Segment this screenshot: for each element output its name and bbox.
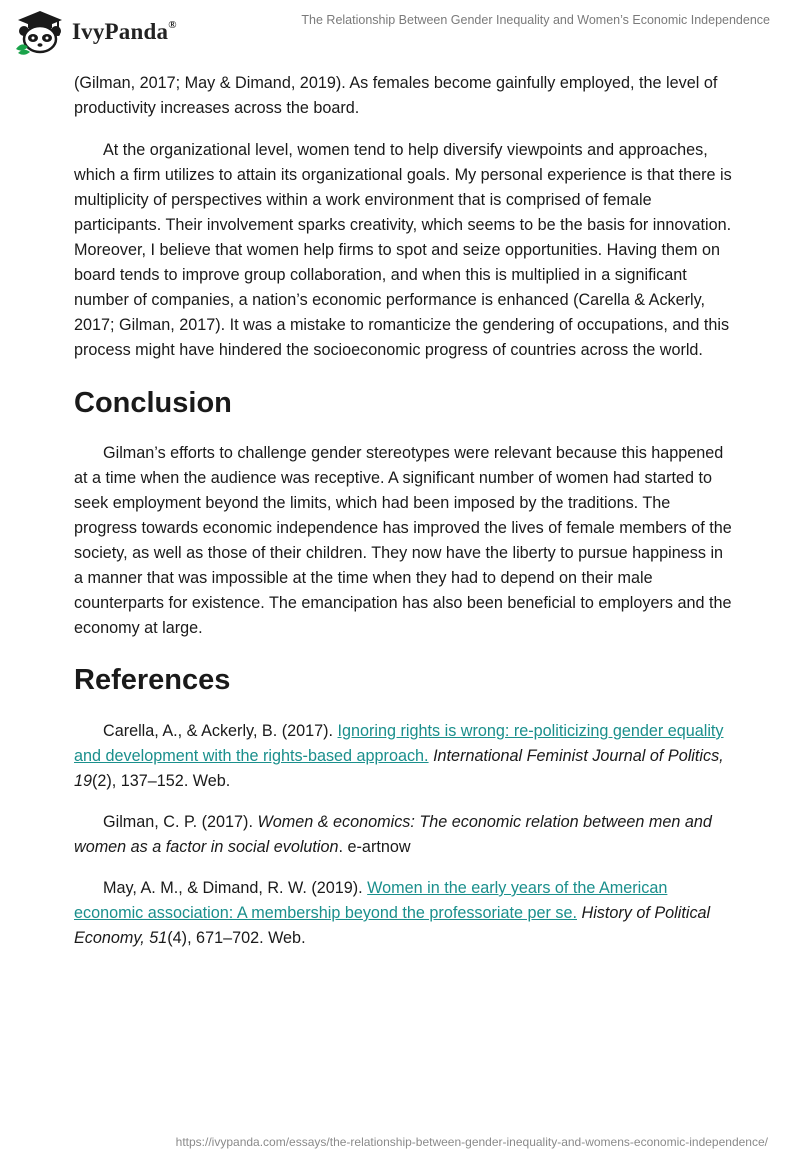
references-heading: References	[74, 664, 231, 696]
ivypanda-logo[interactable]	[14, 7, 177, 57]
panda-graduate-icon	[14, 9, 66, 55]
reference-item: Carella, A., & Ackerly, B. (2017). Ignoring rights is wrong: re-politicizing gender equality and development with the rights-based approach. International Feminist Journal of Politics, 19(2), 137–152. Web.	[74, 722, 724, 790]
reference-item: Gilman, C. P. (2017). Women & economics: The economic relation between men and women as a factor in social evolution. e-artnow	[74, 813, 712, 856]
conclusion-heading: Conclusion	[74, 387, 232, 419]
paragraph-continuation: (Gilman, 2017; May & Dimand, 2019). As females become gainfully employed, the level of productivity increases across the board.	[74, 74, 718, 117]
reference-link[interactable]: Women in the early years of the American economic association: A membership beyond the professoriate per se.	[74, 879, 668, 922]
document-title: The Relationship Between Gender Inequality and Women’s Economic Independence	[301, 13, 770, 27]
footer-url[interactable]: https://ivypanda.com/essays/the-relationship-between-gender-inequality-and-womens-economic-independence/	[175, 1135, 768, 1149]
reference-item: May, A. M., & Dimand, R. W. (2019). Women in the early years of the American economic association: A membership beyond the professoriate per se. History of Political Economy, 51(4), 671–702. Web.	[74, 879, 711, 947]
logo-wordmark: IvyPanda®	[72, 19, 177, 44]
conclusion-paragraph: Gilman’s efforts to challenge gender stereotypes were relevant because this happened at a time when the audience was receptive. A significant number of women had started to seek employment beyond the limits, which had been imposed by the traditions. The progress towards economic independence has improved the lives of female members of the society, as well as those of their children. They now have the liberty to pursue happiness in a manner that was impossible at the time when they had to depend on their male counterparts for existence. The emancipation has also been beneficial to employers and the economy at large.	[74, 444, 732, 637]
page-header	[0, 0, 800, 60]
paragraph-organizational-level: At the organizational level, women tend to help diversify viewpoints and approaches, which a firm utilizes to attain its organizational goals. My personal experience is that there is multiplicity of perspectives within a work environment that is comprised of female participants. Their involvement sparks creativity, which seems to be the basis for innovation. Moreover, I believe that women help firms to spot and seize opportunities. Having them on board tends to improve group collaboration, and when this is multiplied in a significant number of companies, a nation’s economic performance is enhanced (Carella & Ackerly, 2017; Gilman, 2017). It was a mistake to romanticize the gendering of occupations, and this process might have hindered the socioeconomic progress of countries across the world.	[74, 141, 732, 359]
reference-link[interactable]: Ignoring rights is wrong: re-politicizing gender equality and development with the rights-based approach.	[74, 722, 724, 765]
essay-content	[74, 71, 734, 967]
